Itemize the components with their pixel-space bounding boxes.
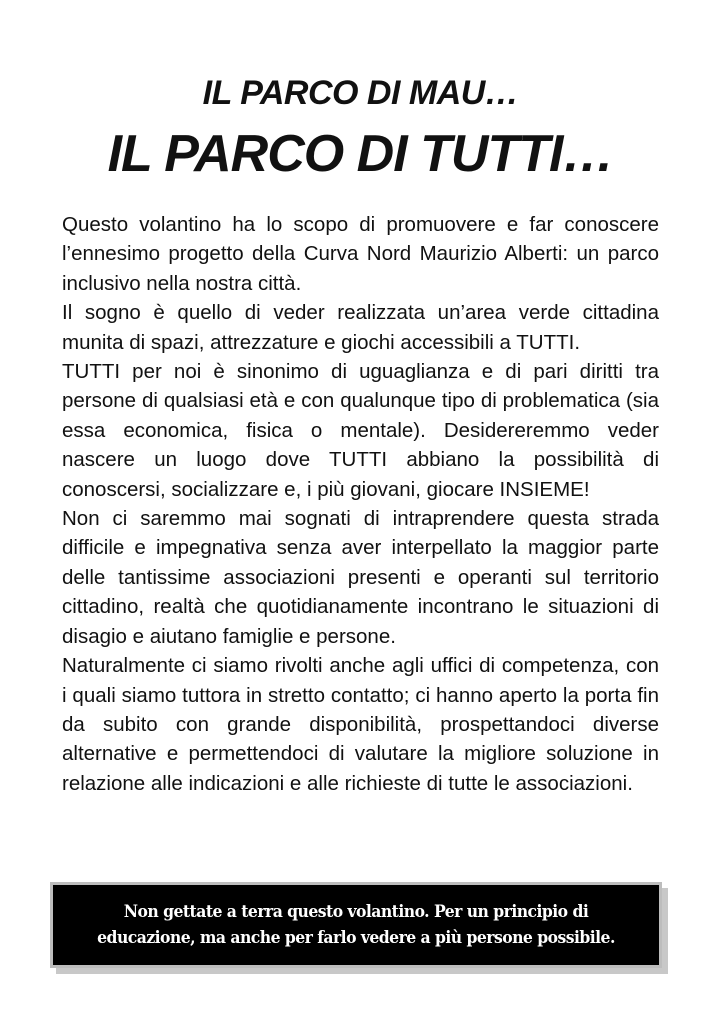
paragraph-tutti: TUTTI per noi è sinonimo di uguaglianza e di pari diritti tra persone di qualsiasi età e con qualunque tipo di problematica (sia essa economica, fisica o mentale). Desidereremmo veder nascere un luogo dove TUTTI abbiano la possibilità di conoscersi, socializzare e, i più giovani, giocare INSIEME! xyxy=(62,360,659,501)
title-line-1: IL PARCO DI MAU… xyxy=(202,74,519,112)
notice-text: Non gettate a terra questo volantino. Per un principio di educazione, ma anche per farlo vedere a più persone possibile. xyxy=(97,902,615,948)
notice-box xyxy=(50,882,662,968)
body-text xyxy=(62,210,659,798)
paragraph-intro: Questo volantino ha lo scopo di promuovere e far conoscere l’ennesimo progetto della Curva Nord Maurizio Alberti: un parco inclusivo nella nostra città. xyxy=(62,213,659,295)
paragraph-associations: Non ci saremmo mai sognati di intraprendere questa strada difficile e impegnativa senza aver interpellato la maggior parte delle tantissime associazioni presenti e operanti sul territorio cittadino, realtà che quotidianamente incontrano le situazioni di disagio e aiutano famiglie e persone. xyxy=(62,507,659,648)
paragraph-offices: Naturalmente ci siamo rivolti anche agli uffici di competenza, con i quali siamo tuttora in stretto contatto; ci hanno aperto la porta fin da subito con grande disponibilità, prospettandoci diverse alternative e permettendoci di valutare la migliore soluzione in relazione alle indicazioni e alle richieste di tutte le associazioni. xyxy=(62,654,659,795)
title-line-2: IL PARCO DI TUTTI… xyxy=(107,125,614,183)
paragraph-dream: Il sogno è quello di veder realizzata un’area verde cittadina munita di spazi, attrezzature e giochi accessibili a TUTTI. xyxy=(62,301,659,354)
